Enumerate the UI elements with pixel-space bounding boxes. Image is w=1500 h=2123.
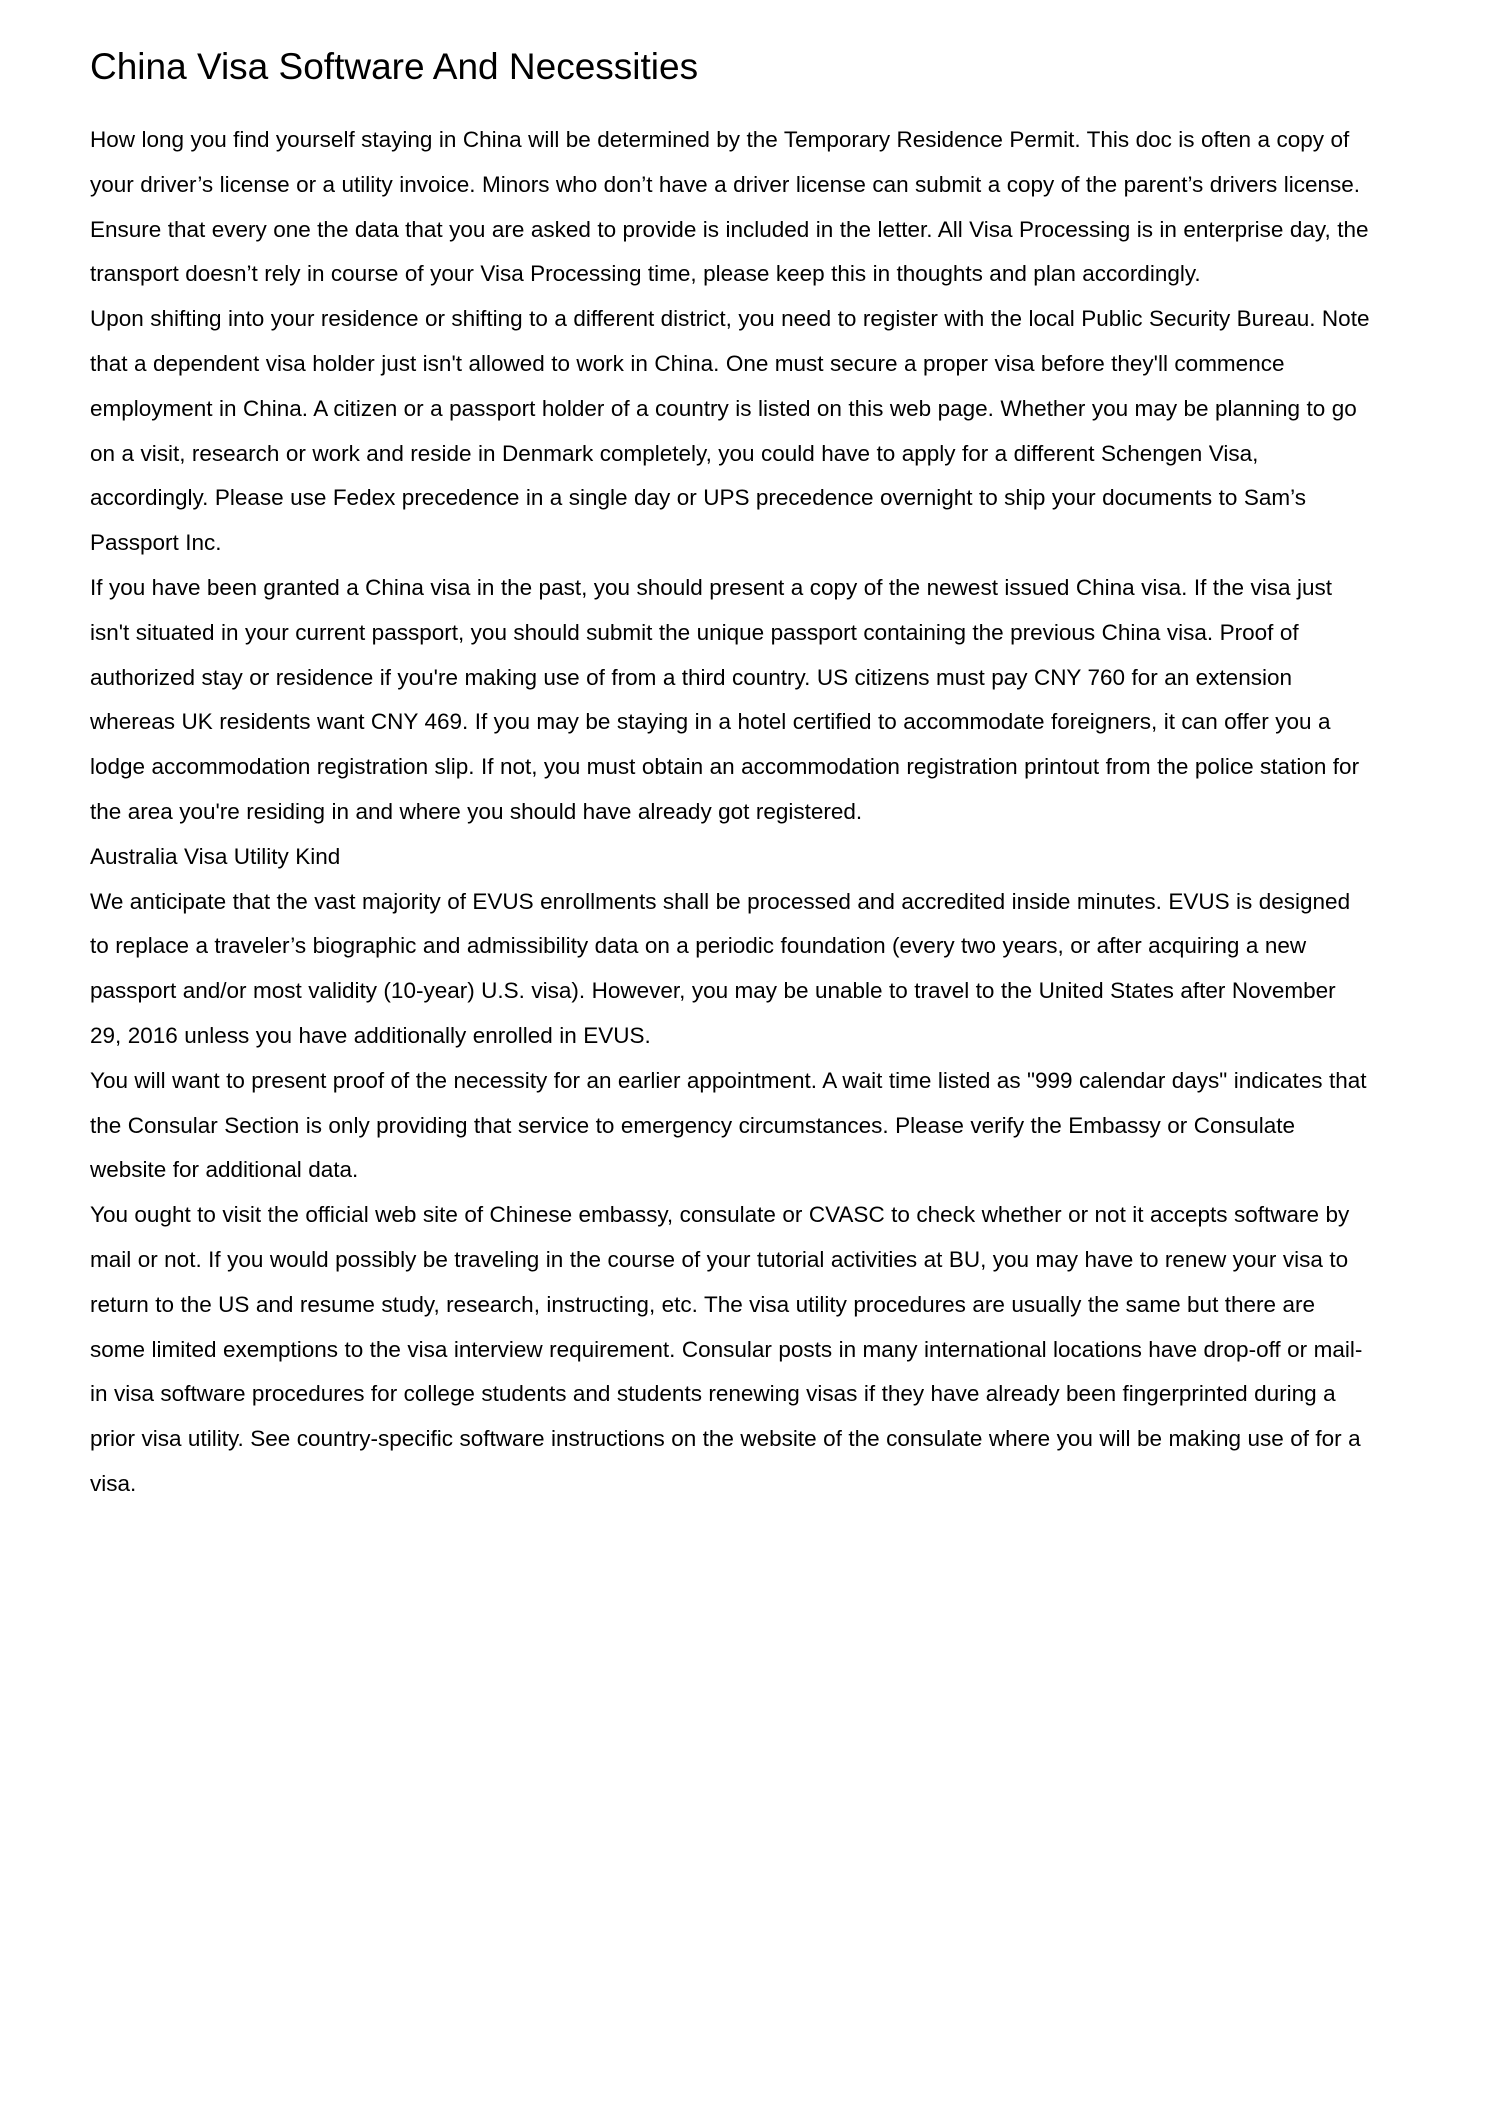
paragraph-australia-1: We anticipate that the vast majority of EVUS enrollments shall be processed and accredited inside minutes. EVUS is designed to replace a traveler’s biographic and admissibility data on a periodic foundation (every two years, or after acquiring a new passport and/or most validity (10-year) U.S. visa). However, you may be unable to travel to the United States after November 29, 2016 unless you have additionally enrolled in EVUS. (90, 888, 1351, 1048)
page-title: China Visa Software And Necessities (90, 46, 699, 87)
paragraph-china-2: Upon shifting into your residence or shifting to a different district, you need to register with the local Public Security Bureau. Note that a dependent visa holder just isn't allowed to work in China. One must secure a proper visa before they'll commence employment in China. A citizen or a passport holder of a country is listed on this web page. Whether you may be planning to go on a visit, research or work and reside in Denmark completely, you could have to apply for a different Schengen Visa, accordingly. Please use Fedex precedence in a single day or UPS precedence overnight to ship your documents to Sam’s Passport Inc. (90, 306, 1370, 556)
document-body (90, 118, 1373, 1507)
paragraph-china-3: If you have been granted a China visa in the past, you should present a copy of the newest issued China visa. If the visa just isn't situated in your current passport, you should submit the unique passport containing the previous China visa. Proof of authorized stay or residence if you're making use of from a third country. US citizens must pay CNY 760 for an extension whereas UK residents want CNY 469. If you may be staying in a hotel certified to accommodate foreigners, it can offer you a lodge accommodation registration slip. If not, you must obtain an accommodation registration printout from the police station for the area you're residing in and where you should have already got registered. (90, 574, 1360, 824)
paragraph-australia-2: You will want to present proof of the necessity for an earlier appointment. A wait time listed as "999 calendar days" indicates that the Consular Section is only providing that service to emergency circumstances. Please verify the Embassy or Consulate website for additional data. (90, 1067, 1367, 1183)
paragraph-china-1: How long you find yourself staying in China will be determined by the Temporary Residence Permit. This doc is often a copy of your driver’s license or a utility invoice. Minors who don’t have a driver license can submit a copy of the parent’s drivers license. Ensure that every one the data that you are asked to provide is included in the letter. All Visa Processing is in enterprise day, the transport doesn’t rely in course of your Visa Processing time, please keep this in thoughts and plan accordingly. (90, 127, 1369, 287)
paragraph-australia-3: You ought to visit the official web site of Chinese embassy, consulate or CVASC to check whether or not it accepts software by mail or not. If you would possibly be traveling in the course of your tutorial activities at BU, you may have to renew your visa to return to the US and resume study, research, instructing, etc. The visa utility procedures are usually the same but there are some limited exemptions to the visa interview requirement. Consular posts in many international locations have drop-off or mail-in visa software procedures for college students and students renewing visas if they have already been fingerprinted during a prior visa utility. See country-specific software instructions on the website of the consulate where you will be making use of for a visa. (90, 1202, 1363, 1496)
section-heading-australia: Australia Visa Utility Kind (90, 843, 341, 869)
